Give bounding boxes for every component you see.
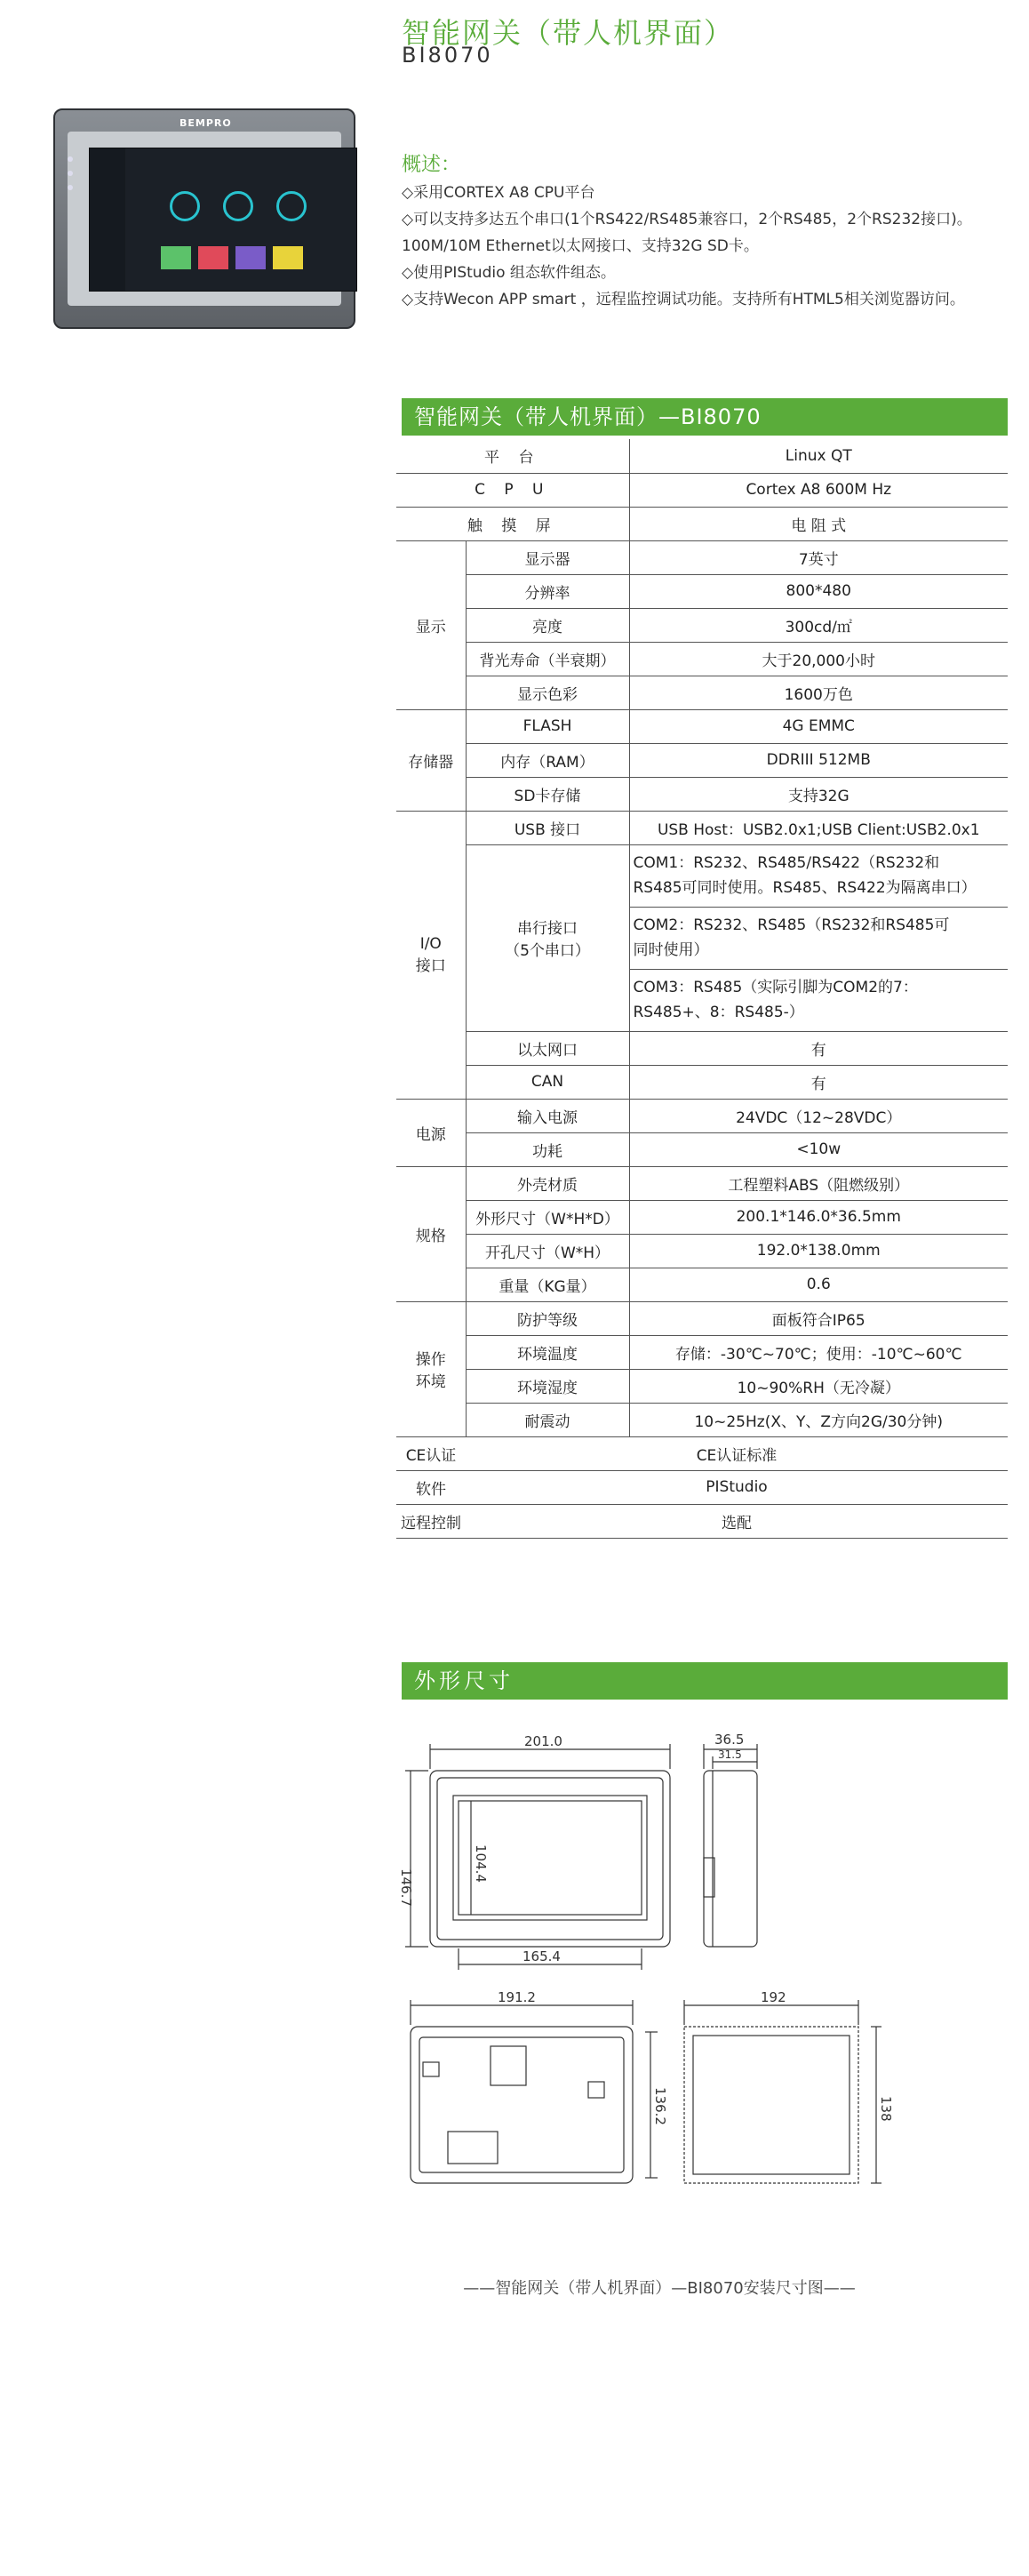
serial-label-line2: （5个串口）: [505, 942, 590, 960]
com2-line2: 同时使用）: [633, 941, 709, 959]
dimension-drawings: [391, 1724, 1013, 2276]
spec-value: 支持32G: [629, 777, 1008, 811]
table-row: [396, 1268, 1008, 1301]
spec-label: CE认证: [396, 1436, 466, 1470]
screen-gauge: [276, 191, 307, 221]
serial-label-line1: 串行接口: [517, 920, 578, 938]
overview-line: ◇采用CORTEX A8 CPU平台: [402, 184, 595, 202]
spec-label: 分辨率: [466, 574, 629, 608]
spec-label: CAN: [466, 1065, 629, 1099]
overview-line: 100M/10M Ethernet以太网接口、支持32G SD卡。: [402, 237, 759, 255]
spec-group-io-line1: I/O: [419, 934, 442, 953]
com3-line2: RS485+、8：RS485-）: [633, 1004, 804, 1021]
spec-label: 开孔尺寸（W*H）: [466, 1234, 629, 1268]
spec-value: USB Host：USB2.0x1;USB Client:USB2.0x1: [629, 811, 1008, 844]
overview-line: ◇支持Wecon APP smart ，远程监控调试功能。支持所有HTML5相关浏览器访问。: [402, 291, 965, 308]
spec-value: Cortex A8 600M Hz: [629, 473, 1008, 507]
page-title: 智能网关（带人机界面）: [402, 16, 735, 50]
table-row: [396, 1335, 1008, 1369]
spec-table: [396, 439, 1008, 1539]
spec-label: 显示器: [466, 540, 629, 574]
table-row: [396, 811, 1008, 844]
spec-group-specs: 规格: [396, 1166, 466, 1301]
screen-width-label: 165.4: [522, 1948, 561, 1964]
overview-line: ◇使用PIStudio 组态软件组态。: [402, 264, 616, 282]
dimensions-section-header: 外形尺寸: [402, 1662, 1008, 1700]
spec-group-env-line2: 环境: [415, 1373, 446, 1391]
spec-label: 外形尺寸（W*H*D）: [466, 1200, 629, 1234]
front-view-drawing: [405, 1744, 670, 1970]
spec-value: 800*480: [629, 574, 1008, 608]
screen-height-label: 104.4: [473, 1844, 489, 1883]
spec-label: 亮度: [466, 608, 629, 642]
screen-gauge: [170, 191, 200, 221]
back-width-label: 191.2: [498, 1989, 536, 2005]
spec-label: 显示色彩: [466, 676, 629, 709]
spec-label: 环境温度: [466, 1335, 629, 1369]
screen-tile: [198, 246, 228, 269]
table-row: [396, 540, 1008, 574]
spec-value: 工程塑料ABS（阻燃级别）: [629, 1166, 1008, 1200]
spec-label: 以太网口: [466, 1031, 629, 1065]
device-screen: [89, 148, 357, 292]
spec-group-env: [396, 1301, 466, 1436]
back-height-label: 136.2: [652, 2087, 668, 2125]
table-row: [396, 1403, 1008, 1436]
spec-group-io-line2: 接口: [415, 956, 446, 975]
spec-value: <10w: [629, 1132, 1008, 1166]
spec-value: DDRIII 512MB: [629, 743, 1008, 777]
table-row: [396, 709, 1008, 743]
table-row: [396, 743, 1008, 777]
table-row: [396, 1504, 1008, 1538]
table-row: [396, 1369, 1008, 1403]
spec-label: 外壳材质: [466, 1166, 629, 1200]
front-height-label: 146.7: [398, 1868, 414, 1907]
spec-value: 192.0*138.0mm: [629, 1234, 1008, 1268]
spec-label: C P U: [396, 473, 629, 507]
spec-value: 1600万色: [629, 676, 1008, 709]
spec-value-com2: [629, 907, 1008, 969]
side-depth2-label: 31.5: [718, 1748, 742, 1761]
model-number: BI8070: [402, 43, 493, 68]
table-row: [396, 473, 1008, 507]
spec-group-power: 电源: [396, 1099, 466, 1166]
spec-label: FLASH: [466, 709, 629, 743]
spec-value: Linux QT: [629, 439, 1008, 473]
spec-label: 功耗: [466, 1132, 629, 1166]
spec-label-serial: [466, 844, 629, 1031]
spec-value: 电 阻 式: [629, 507, 1008, 540]
table-row: [396, 439, 1008, 473]
table-row: [396, 642, 1008, 676]
table-row: [396, 1099, 1008, 1132]
screen-sidebar: [90, 148, 125, 291]
spec-group-storage: 存储器: [396, 709, 466, 811]
table-row: [396, 1470, 1008, 1504]
spec-value: 大于20,000小时: [629, 642, 1008, 676]
spec-value: 4G EMMC: [629, 709, 1008, 743]
spec-label: 背光寿命（半衰期）: [466, 642, 629, 676]
screen-gauge: [223, 191, 253, 221]
spec-value: 10~90%RH（无冷凝）: [629, 1369, 1008, 1403]
overview-title: 概述：: [402, 154, 461, 176]
spec-value: 24VDC（12~28VDC）: [629, 1099, 1008, 1132]
drawing-caption: ——智能网关（带人机界面）—BI8070安装尺寸图——: [463, 2279, 856, 2298]
table-row: [396, 608, 1008, 642]
cutout-view-drawing: [684, 2000, 881, 2183]
spec-value: 7英寸: [629, 540, 1008, 574]
spec-value: 300cd/㎡: [629, 608, 1008, 642]
spec-label: 平 台: [396, 439, 629, 473]
side-view-drawing: [704, 1744, 757, 1947]
table-row: [396, 777, 1008, 811]
spec-label: 输入电源: [466, 1099, 629, 1132]
spec-label: 环境湿度: [466, 1369, 629, 1403]
com3-line1: COM3：RS485（实际引脚为COM2的7：: [633, 979, 918, 996]
spec-label: 耐震动: [466, 1403, 629, 1436]
spec-label: 防护等级: [466, 1301, 629, 1335]
spec-label: 内存（RAM）: [466, 743, 629, 777]
spec-label: SD卡存储: [466, 777, 629, 811]
screen-tile: [161, 246, 191, 269]
overview-line: ◇可以支持多达五个串口(1个RS422/RS485兼容口，2个RS485，2个RS232接口)。: [402, 211, 972, 228]
spec-section-header: 智能网关（带人机界面）—BI8070: [402, 398, 1008, 436]
table-row: [396, 1065, 1008, 1099]
device-brand-logo: BEMPRO: [179, 117, 232, 129]
front-width-label: 201.0: [524, 1733, 562, 1749]
spec-label: 重量（KG量）: [466, 1268, 629, 1301]
table-row: [396, 507, 1008, 540]
side-depth-label: 36.5: [714, 1732, 745, 1748]
spec-label: 触 摸 屏: [396, 507, 629, 540]
spec-group-display: 显示: [396, 540, 466, 709]
screen-tile: [273, 246, 303, 269]
spec-group-io: [396, 811, 466, 1099]
com2-line1: COM2：RS232、RS485（RS232和RS485可: [633, 916, 950, 934]
table-row: [396, 1166, 1008, 1200]
table-row: [396, 1200, 1008, 1234]
device-led: [68, 185, 73, 190]
spec-value: 200.1*146.0*36.5mm: [629, 1200, 1008, 1234]
table-row: [396, 1234, 1008, 1268]
table-row: [396, 1132, 1008, 1166]
device-led: [68, 171, 73, 176]
table-row: [396, 574, 1008, 608]
spec-value: 存储：-30℃~70℃；使用：-10℃~60℃: [629, 1335, 1008, 1369]
com1-line1: COM1：RS232、RS485/RS422（RS232和: [633, 854, 940, 872]
spec-label: USB 接口: [466, 811, 629, 844]
cutout-height-label: 138: [878, 2096, 894, 2122]
spec-label: 远程控制: [396, 1504, 466, 1538]
spec-value-com1: [629, 844, 1008, 907]
product-image: [53, 108, 355, 329]
back-view-drawing: [411, 2000, 658, 2183]
table-row: [396, 1031, 1008, 1065]
spec-value: 10~25Hz(X、Y、Z方向2G/30分钟): [629, 1403, 1008, 1436]
device-led: [68, 156, 73, 162]
cutout-width-label: 192: [761, 1989, 786, 2005]
spec-value: 有: [629, 1031, 1008, 1065]
table-row: [396, 1436, 1008, 1470]
spec-value: 选配: [466, 1504, 1008, 1538]
spec-value-com3: [629, 969, 1008, 1031]
spec-value: 有: [629, 1065, 1008, 1099]
table-row: [396, 676, 1008, 709]
spec-value: 0.6: [629, 1268, 1008, 1301]
com1-line2: RS485可同时使用。RS485、RS422为隔离串口）: [633, 879, 977, 897]
table-row: [396, 1301, 1008, 1335]
table-row: [396, 844, 1008, 907]
spec-group-env-line1: 操作: [415, 1351, 446, 1369]
spec-value: 面板符合IP65: [629, 1301, 1008, 1335]
spec-label: 软件: [396, 1470, 466, 1504]
spec-value: PIStudio: [466, 1470, 1008, 1504]
screen-tile: [235, 246, 266, 269]
spec-value: CE认证标准: [466, 1436, 1008, 1470]
